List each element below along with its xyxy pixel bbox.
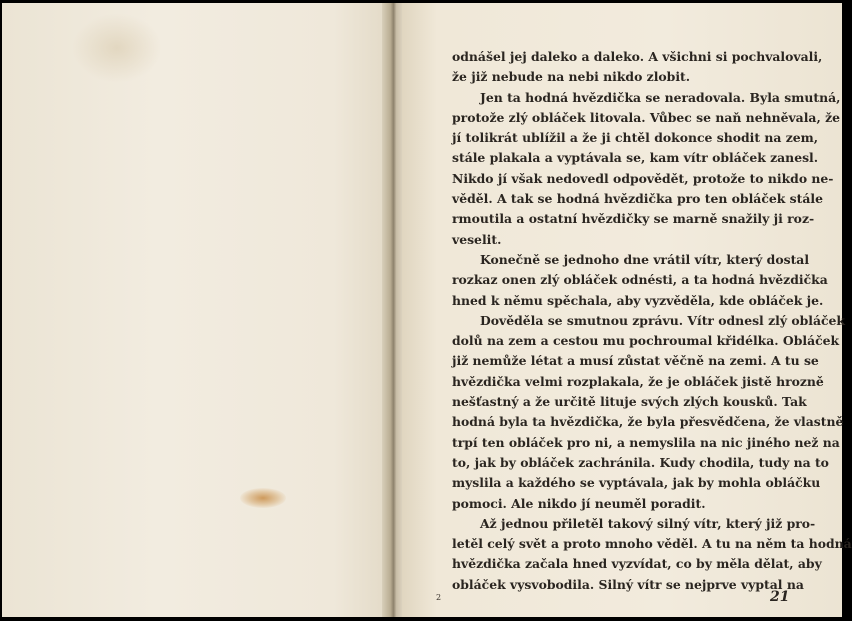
page-number: 21: [770, 589, 790, 605]
text-line: odnášel jej daleko a daleko. A všichni si pochvalovali,: [452, 49, 823, 64]
text-line: věděl. A tak se hodná hvězdička pro ten obláček stále: [452, 191, 823, 207]
paper-stain: [72, 13, 162, 83]
left-page-blank: [2, 3, 392, 617]
text-line: hodná byla ta hvězdička, že byla přesvědčena, že vlastně: [452, 414, 844, 430]
text-line: již nemůže létat a musí zůstat věčně na zemi. A tu se: [452, 353, 819, 369]
text-line: rozkaz onen zlý obláček odnésti, a ta hodná hvězdička: [452, 272, 828, 288]
text-line: Konečně se jednoho dne vrátil vítr, který dostal: [480, 251, 810, 267]
text-line: pomoci. Ale nikdo jí neuměl poradit.: [452, 495, 706, 511]
text-line: jí tolikrát ublížil a že ji chtěl dokonce shodit na zem,: [452, 130, 819, 146]
text-line: že již nebude na nebi nikdo zlobit.: [452, 69, 691, 85]
text-line: Dověděla se smutnou zprávu. Vítr odnesl zlý obláček: [480, 312, 846, 328]
text-line: protože zlý obláček litovala. Vůbec se naň nehněvala, že: [452, 109, 840, 125]
text-line: dolů na zem a cestou mu pochroumal křidélka. Obláček: [452, 333, 840, 349]
text-line: myslila a každého se vyptávala, jak by mohla obláčku: [452, 475, 821, 491]
paper-stain-orange: [240, 488, 286, 508]
text-line: Nikdo jí však nedovedl odpovědět, protože to nikdo ne-: [452, 170, 834, 186]
text-line: stále plakala a vyptávala se, kam vítr obláček zanesl.: [452, 150, 819, 166]
signature-mark: 2: [436, 593, 442, 602]
text-line: hvězdička začala hned vyzvídat, co by měla dělat, aby: [452, 556, 822, 572]
text-line: rmoutila a ostatní hvězdičky se marně snažily ji roz-: [452, 211, 815, 227]
text-line: letěl celý svět a proto mnoho věděl. A tu na něm ta hodná: [452, 536, 852, 552]
text-line: obláček vysvobodila. Silný vítr se nejprve vyptal na: [452, 576, 804, 592]
text-line: hvězdička velmi rozplakala, že je obláček jistě hrozně: [452, 373, 824, 389]
text-line: hned k němu spěchala, aby vyzvěděla, kde obláček je.: [452, 292, 824, 308]
text-line: veselit.: [452, 231, 502, 247]
text-line: nešťastný a že určitě lituje svých zlých kousků. Tak: [452, 394, 807, 410]
text-line: Jen ta hodná hvězdička se neradovala. Byla smutná,: [480, 89, 841, 105]
text-line: Až jednou přiletěl takový silný vítr, který již pro-: [480, 515, 816, 531]
body-text: [452, 47, 852, 595]
text-line: trpí ten obláček pro ni, a nemyslila na nic jiného než na: [452, 434, 840, 450]
text-line: to, jak by obláček zachránila. Kudy chodila, tudy na to: [452, 454, 829, 470]
